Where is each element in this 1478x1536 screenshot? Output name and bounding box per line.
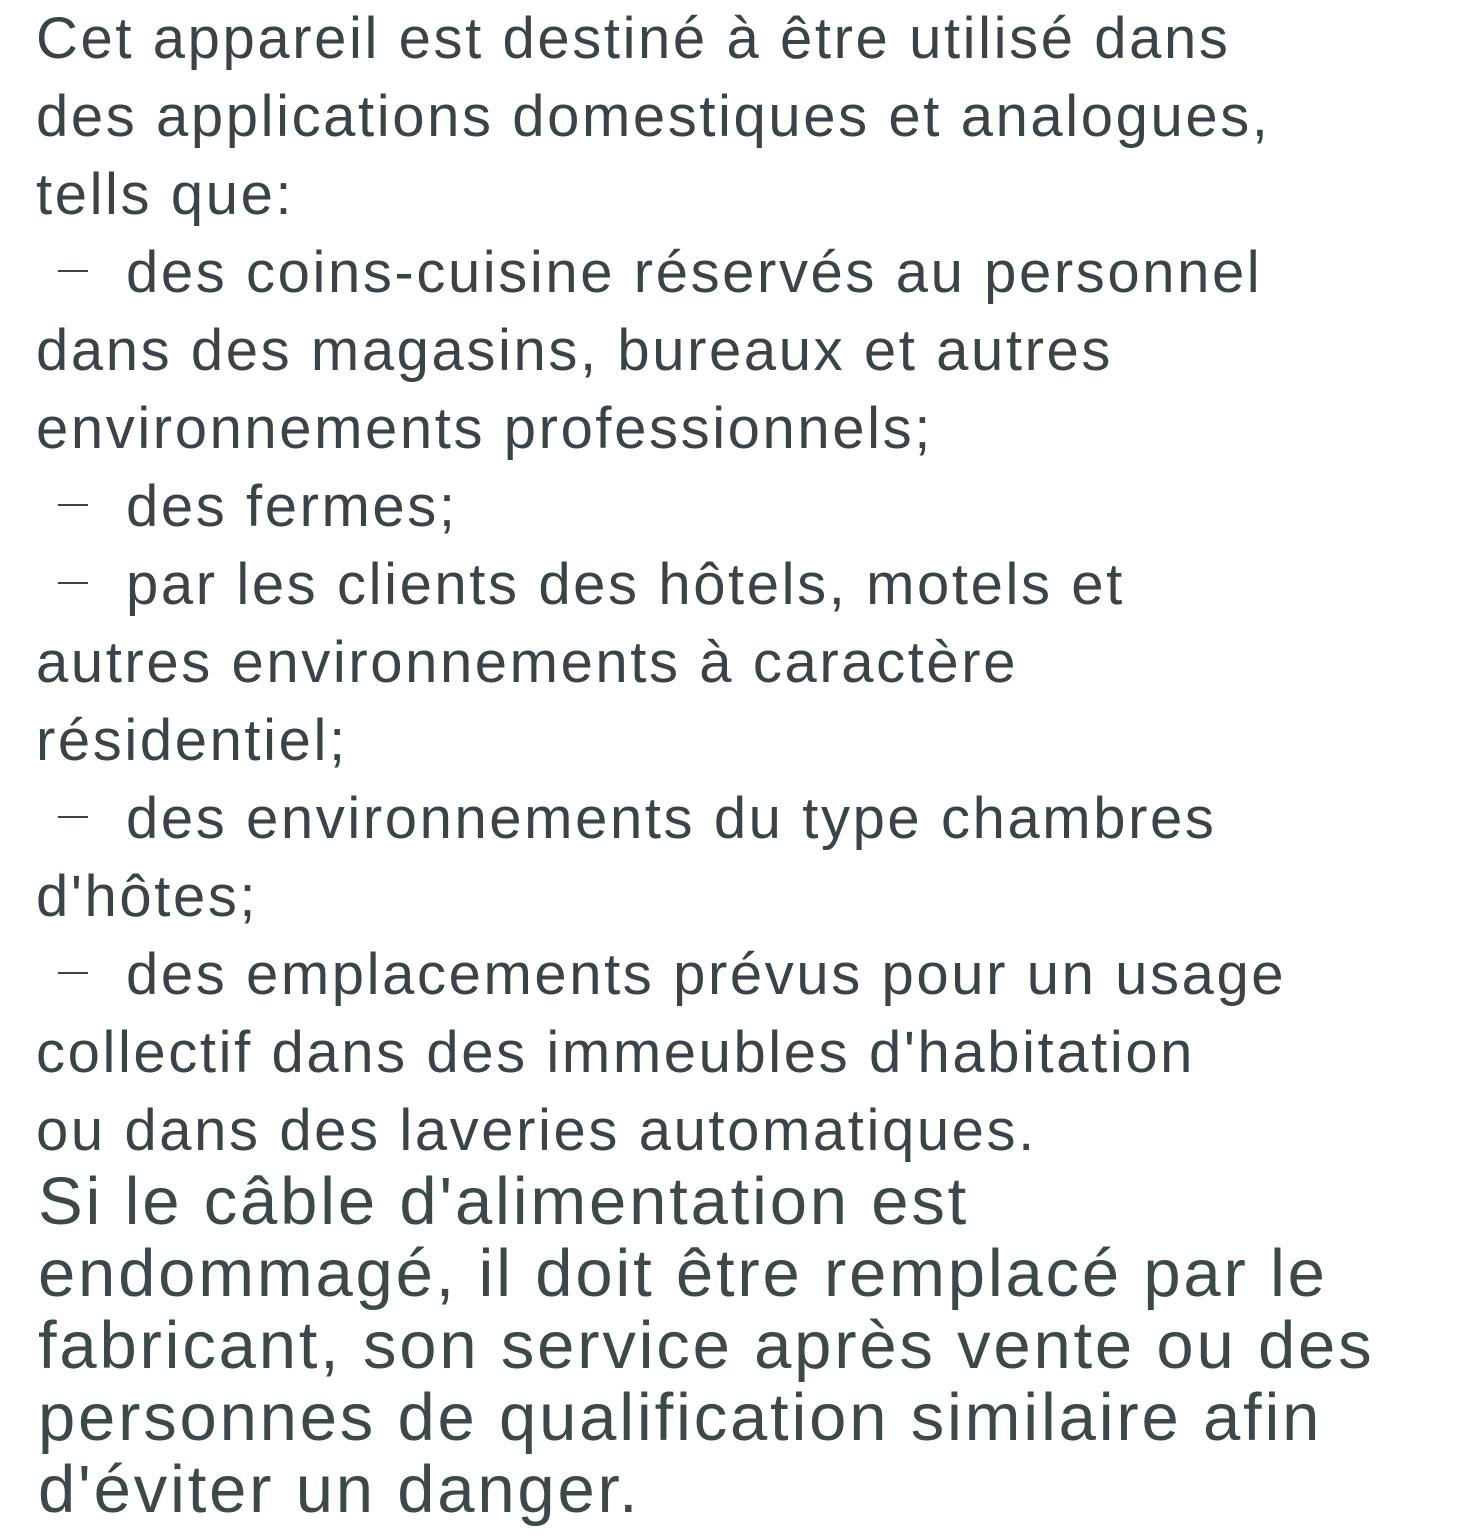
list-item-3-line-1: par les clients des hôtels, motels et	[126, 552, 1125, 617]
list-item-5-line-3: ou dans des laveries automatiques.	[36, 1098, 1037, 1163]
list-item-4-line-1: des environnements du type chambres	[126, 786, 1217, 851]
intro-line-3: tells que:	[36, 162, 295, 227]
warning-line-5: d'éviter un danger.	[38, 1452, 641, 1527]
intro-line-2: des applications domestiques et analogues,	[36, 84, 1271, 149]
list-item-4-line-2: d'hôtes;	[36, 864, 259, 929]
warning-line-1: Si le câble d'alimentation est	[38, 1164, 970, 1239]
list-item-1-line-3: environnements professionnels;	[36, 396, 933, 461]
list-item-1-line-1: des coins-cuisine réservés au personnel	[126, 240, 1263, 305]
list-dash-icon	[58, 504, 88, 506]
list-item-5-line-2: collectif dans des immeubles d'habitation	[36, 1020, 1196, 1085]
list-item-5-line-1: des emplacements prévus pour un usage	[126, 942, 1287, 1007]
list-item-1-line-2: dans des magasins, bureaux et autres	[36, 318, 1113, 383]
list-dash-icon	[58, 582, 88, 584]
warning-line-4: personnes de qualification similaire afin	[38, 1380, 1323, 1455]
list-item-3-line-2: autres environnements à caractère	[36, 630, 1019, 695]
warning-line-3: fabricant, son service après vente ou des	[38, 1308, 1375, 1383]
warning-line-2: endommagé, il doit être remplacé par le	[38, 1236, 1328, 1311]
list-dash-icon	[58, 270, 88, 272]
list-item-2-line-1: des fermes;	[126, 474, 458, 539]
list-dash-icon	[58, 816, 88, 818]
intro-line-1: Cet appareil est destiné à être utilisé dans	[36, 6, 1231, 71]
list-dash-icon	[58, 972, 88, 974]
list-item-3-line-3: résidentiel;	[36, 708, 348, 773]
